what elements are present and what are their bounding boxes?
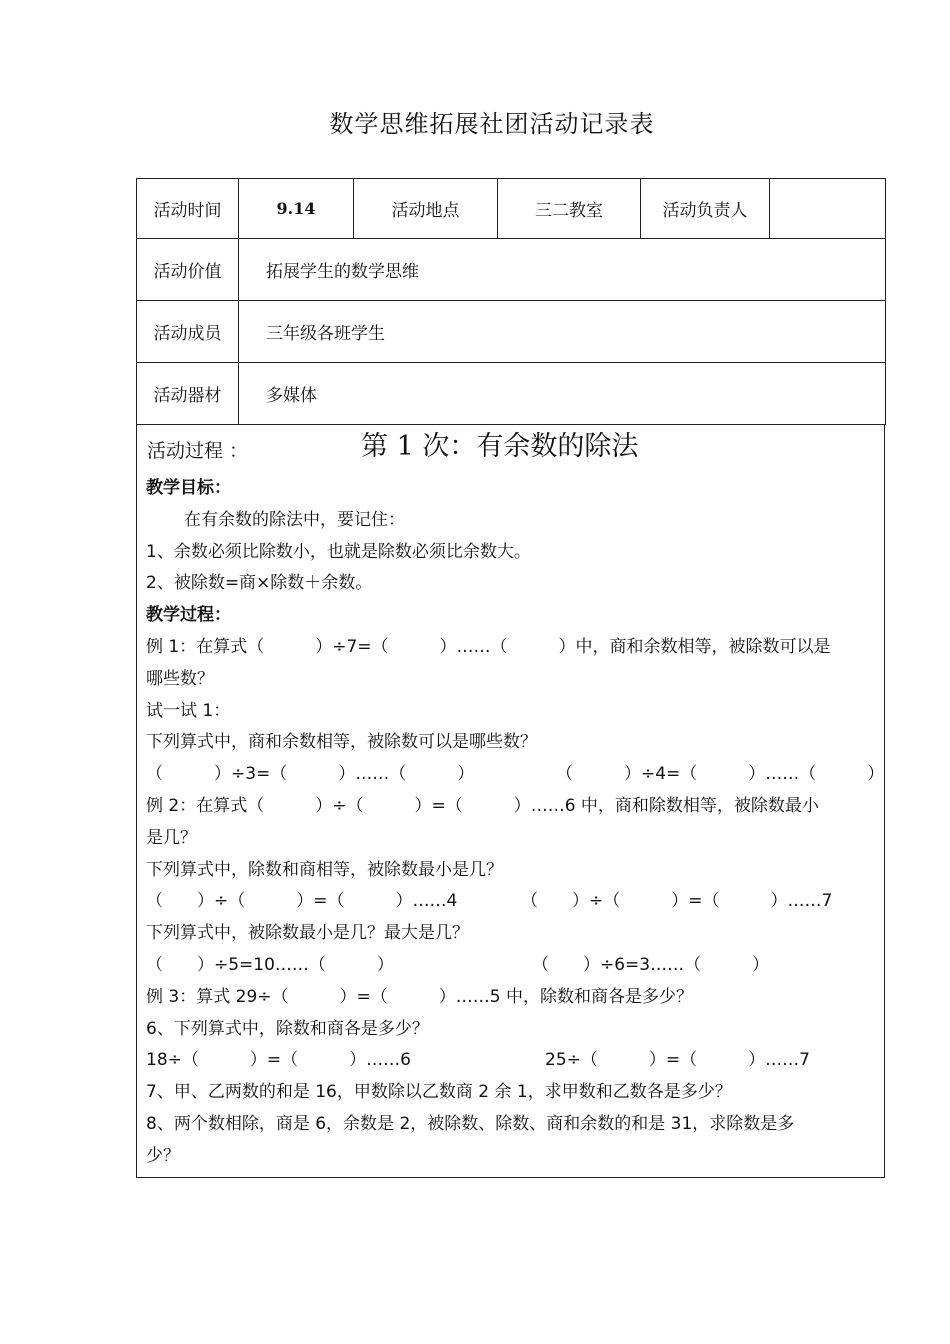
- question-7: 7、甲、乙两数的和是 16，甲数除以乙数商 2 余 1，求甲数和乙数各是多少？: [146, 1082, 732, 1103]
- question-a-equations: [146, 886, 881, 918]
- try-it-1-question: 下列算式中，商和余数相等，被除数可以是哪些数？: [146, 732, 537, 753]
- example-2-line-1: 例 2：在算式（ ）÷（ ）=（ ）……6 中，商和除数相等，被除数最小: [146, 795, 819, 816]
- equation-6b: 25÷（ ）=（ ）……7: [545, 1050, 810, 1071]
- equipment-label: 活动器材: [137, 363, 239, 425]
- row-members: [137, 301, 886, 363]
- value-value: 拓展学生的数学思维: [239, 239, 886, 301]
- example-1-line-1: 例 1：在算式（ ）÷7=（ ）……（ ）中，商和余数相等，被除数可以是: [146, 636, 831, 657]
- time-value: 9.14: [239, 179, 354, 239]
- record-table: [136, 178, 886, 425]
- goal-heading: 教学目标：: [146, 478, 231, 498]
- members-value: 三年级各班学生: [239, 301, 886, 363]
- owner-label: 活动负责人: [641, 179, 770, 239]
- value-label: 活动价值: [137, 239, 239, 301]
- equation-6a: 18÷（ ）=（ ）……6: [146, 1050, 411, 1071]
- equation-b: （ ）÷4=（ ）……（ ）: [556, 764, 885, 785]
- try-it-1-equations: [146, 759, 885, 791]
- lesson-content: [146, 473, 885, 1173]
- goal-item-1: 1、余数必须比除数小，也就是除数必须比余数大。: [146, 541, 531, 562]
- try-it-1: 试一试 1：: [146, 700, 231, 721]
- document-title: 数学思维拓展社团活动记录表: [329, 110, 655, 138]
- question-b: 下列算式中，被除数最小是几？最大是几？: [146, 923, 469, 944]
- process-heading: 教学过程：: [146, 605, 231, 626]
- goal-item-2: 2、被除数=商×除数＋余数。: [146, 573, 373, 594]
- time-label: 活动时间: [137, 179, 239, 239]
- activity-process-section: [136, 424, 885, 1178]
- equation-b1: （ ）÷5=10……（ ）: [146, 954, 394, 975]
- question-8-line-2: 少？: [146, 1145, 180, 1166]
- equation-b2: （ ）÷6=3……（ ）: [532, 954, 770, 975]
- owner-value: [770, 179, 886, 239]
- example-2-line-2: 是几？: [146, 827, 197, 848]
- lesson-title: 第 1 次：有余数的除法: [361, 431, 639, 462]
- equation-a1: （ ）÷（ ）=（ ）……4: [146, 891, 458, 912]
- process-label: 活动过程 ：: [147, 440, 249, 462]
- row-time-place: [137, 179, 886, 239]
- question-a: 下列算式中，除数和商相等，被除数最小是几？: [146, 859, 503, 880]
- question-8-line-1: 8、两个数相除，商是 6，余数是 2，被除数、除数、商和余数的和是 31，求除数是多: [146, 1113, 795, 1134]
- place-label: 活动地点: [354, 179, 498, 239]
- row-value: [137, 239, 886, 301]
- equipment-value: 多媒体: [239, 363, 886, 425]
- members-label: 活动成员: [137, 301, 239, 363]
- example-3: 例 3：算式 29÷（ ）=（ ）……5 中，除数和商各是多少？: [146, 986, 693, 1007]
- example-1-line-2: 哪些数？: [146, 668, 214, 689]
- equation-a2: （ ）÷（ ）=（ ）……7: [521, 891, 833, 912]
- equation-a: （ ）÷3=（ ）……（ ）: [146, 764, 475, 785]
- question-6: 6、下列算式中，除数和商各是多少？: [146, 1018, 429, 1039]
- goal-intro: 在有余数的除法中，要记住：: [184, 509, 405, 530]
- row-equipment: [137, 363, 886, 425]
- place-value: 三二教室: [498, 179, 641, 239]
- question-b-equations: [146, 950, 881, 982]
- question-6-equations: [146, 1045, 881, 1077]
